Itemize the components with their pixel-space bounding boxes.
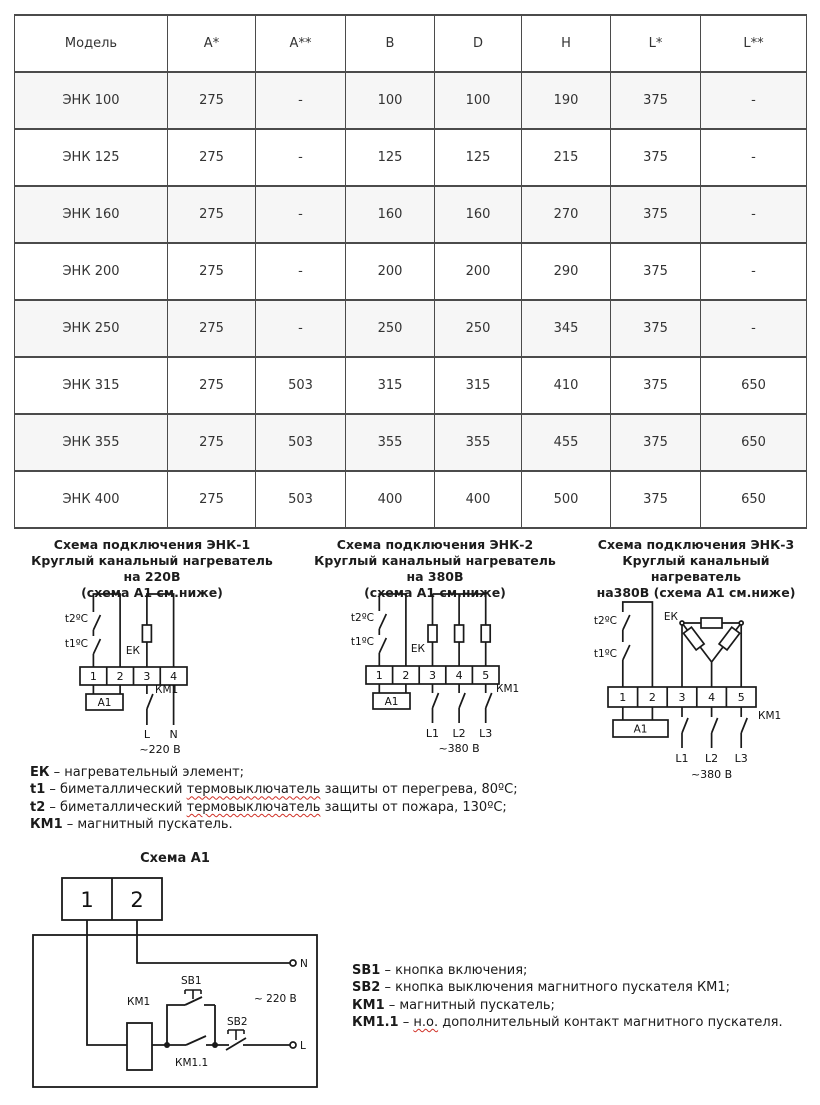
- table-cell: 125: [435, 129, 522, 186]
- coil-circuit: [87, 920, 167, 1070]
- table-cell: 190: [522, 72, 611, 129]
- table-cell: -: [701, 186, 807, 243]
- components-legend: [30, 764, 530, 834]
- line-n-label: N: [169, 728, 178, 741]
- legend-item: [30, 764, 530, 781]
- legend-text-misspelled: термовыключатель: [186, 782, 321, 798]
- terminal-block: [80, 667, 187, 685]
- table-cell: 455: [522, 414, 611, 471]
- terminal-number: 4: [455, 669, 463, 682]
- voltage-label: ~220 В: [139, 743, 181, 756]
- line-l1-label: L1: [425, 727, 440, 740]
- table-cell: 100: [346, 72, 435, 129]
- terminal-number: 2: [116, 670, 124, 683]
- table-cell: ЭНК 125: [15, 129, 168, 186]
- heater-element-symbol: [455, 625, 464, 642]
- terminal-block: [608, 687, 756, 707]
- ek-label: ЕК: [410, 643, 425, 655]
- wiring-diagram-enk1: [42, 590, 277, 760]
- legend-item: [352, 997, 812, 1014]
- table-cell: ЭНК 250: [15, 300, 168, 357]
- a1-label: А1: [633, 723, 648, 736]
- legend-term: КМ1: [352, 997, 385, 1013]
- line-l2-label: L2: [452, 727, 466, 740]
- voltage-label: ~380 В: [438, 742, 480, 755]
- legend-term: t1: [30, 782, 46, 798]
- sb2-button-and-line: [215, 1016, 306, 1052]
- legend-text: – биметаллический: [45, 799, 187, 815]
- t1-label: t1ºC: [593, 648, 617, 660]
- table-cell: 375: [611, 414, 701, 471]
- legend-term: КМ1.1: [352, 1015, 399, 1031]
- a1-control-circuit: [30, 872, 350, 1097]
- table-cell: 375: [611, 186, 701, 243]
- contactor-and-supply: [139, 684, 180, 756]
- terminal-number: 3: [143, 670, 151, 683]
- heater-delta-branch: [664, 611, 743, 687]
- title-line: Круглый канальный нагреватель на 380В: [314, 553, 556, 584]
- table-cell: 503: [256, 414, 346, 471]
- table-cell: ЭНК 200: [15, 243, 168, 300]
- table-cell: -: [256, 243, 346, 300]
- title-line: Круглый канальный нагреватель: [622, 553, 770, 584]
- table-cell: ЭНК 355: [15, 414, 168, 471]
- terminal-number: 3: [678, 691, 686, 704]
- terminal-number: 1: [619, 691, 627, 704]
- terminal-number: 1: [80, 888, 94, 912]
- table-row: [15, 72, 807, 129]
- header-cell: L*: [611, 15, 701, 72]
- table-cell: 400: [346, 471, 435, 528]
- terminal-number: 1: [89, 670, 97, 683]
- legend-term: SB2: [352, 980, 381, 996]
- table-cell: 290: [522, 243, 611, 300]
- legend-item: [352, 962, 812, 979]
- table-cell: 160: [346, 186, 435, 243]
- table-cell: 355: [435, 414, 522, 471]
- legend-text-misspelled: н.о.: [413, 1015, 439, 1031]
- heater-element-branches: [411, 594, 490, 666]
- table-cell: -: [256, 72, 346, 129]
- table-cell: 275: [168, 186, 256, 243]
- a1-label: А1: [97, 697, 112, 709]
- neutral-wire: [137, 920, 308, 970]
- legend-term: t2: [30, 799, 46, 815]
- table-cell: -: [256, 300, 346, 357]
- table-row: [15, 471, 807, 528]
- dimensions-table: [14, 14, 807, 529]
- n-terminal: [290, 960, 296, 966]
- legend-text-misspelled: термовыключатель: [186, 799, 321, 815]
- line-l3-label: L3: [479, 727, 493, 740]
- sb1-label: SB1: [181, 975, 202, 987]
- legend-text: дополнительный контакт магнитного пускателя.: [438, 1015, 783, 1031]
- header-cell: A*: [168, 15, 256, 72]
- table-row: [15, 414, 807, 471]
- contactor-and-supply: [675, 707, 781, 781]
- t1-label: t1ºC: [350, 636, 374, 648]
- km11-label: КМ1.1: [175, 1057, 209, 1069]
- table-cell: 200: [435, 243, 522, 300]
- table-cell: -: [701, 300, 807, 357]
- legend-text: – кнопка выключения магнитного пускателя КМ1;: [380, 980, 731, 996]
- table-cell: 503: [256, 357, 346, 414]
- terminal-block: [62, 878, 162, 920]
- table-cell: ЭНК 400: [15, 471, 168, 528]
- table-cell: 503: [256, 471, 346, 528]
- legend-term: КМ1: [30, 817, 63, 833]
- table-cell: 275: [168, 129, 256, 186]
- l-terminal: [290, 1042, 296, 1048]
- table-cell: 125: [346, 129, 435, 186]
- legend-text: – биметаллический: [45, 782, 187, 798]
- km1-label: КМ1: [758, 710, 782, 722]
- table-cell: -: [256, 129, 346, 186]
- legend-text: – кнопка включения;: [380, 963, 528, 978]
- voltage-label: ~380 В: [690, 768, 733, 781]
- header-cell: L**: [701, 15, 807, 72]
- terminal-number: 5: [737, 691, 745, 704]
- table-cell: -: [701, 129, 807, 186]
- terminal-number: 2: [648, 691, 656, 704]
- table-cell: -: [701, 243, 807, 300]
- table-cell: 355: [346, 414, 435, 471]
- km1-label: КМ1: [496, 683, 520, 695]
- terminal-number: 5: [482, 669, 490, 682]
- ek-label: ЕК: [125, 645, 140, 657]
- header-cell: H: [522, 15, 611, 72]
- voltage-label: ~ 220 В: [254, 993, 297, 1005]
- legend-item: [352, 979, 812, 996]
- line-l-label: L: [143, 728, 150, 741]
- terminal-number: 4: [170, 670, 178, 683]
- table-cell: 375: [611, 129, 701, 186]
- heater-element-symbol: [719, 627, 740, 650]
- a1-components-legend: [352, 962, 812, 1032]
- t1-label: t1ºC: [64, 638, 88, 650]
- header-cell: B: [346, 15, 435, 72]
- table-cell: 375: [611, 72, 701, 129]
- table-cell: -: [701, 72, 807, 129]
- t2-label: t2ºC: [350, 612, 374, 624]
- table-cell: 200: [346, 243, 435, 300]
- thermal-switch-loop: [65, 594, 120, 667]
- legend-text: – нагревательный элемент;: [49, 765, 245, 780]
- heater-element-symbol: [428, 625, 437, 642]
- table-cell: 410: [522, 357, 611, 414]
- title-line: (схема А1 см.ниже): [364, 585, 506, 600]
- table-cell: 315: [435, 357, 522, 414]
- table-cell: 650: [701, 357, 807, 414]
- legend-item: [30, 799, 530, 816]
- l-label: L: [300, 1040, 306, 1052]
- title-line: (схема А1 см.ниже): [81, 585, 223, 600]
- table-cell: 215: [522, 129, 611, 186]
- sb2-label: SB2: [227, 1016, 248, 1028]
- table-cell: 650: [701, 414, 807, 471]
- table-row: [15, 357, 807, 414]
- a1-module: [613, 707, 668, 737]
- legend-item: [352, 1014, 812, 1031]
- legend-text: – магнитный пускатель;: [384, 997, 555, 1013]
- legend-item: [30, 781, 530, 798]
- table-row: [15, 300, 807, 357]
- table-cell: 250: [435, 300, 522, 357]
- legend-text: – магнитный пускатель.: [62, 817, 233, 833]
- table-row: [15, 186, 807, 243]
- thermal-switch-loop: [594, 602, 652, 687]
- sb1-button-branch: [167, 975, 215, 1045]
- header-cell: A**: [256, 15, 346, 72]
- title-line: на380В (схема А1 см.ниже): [596, 585, 796, 600]
- heater-element-symbol: [142, 625, 151, 642]
- heater-element-symbol: [701, 618, 722, 628]
- legend-text: защиты от перегрева, 80ºС;: [320, 782, 518, 798]
- title-line: Схема подключения ЭНК-1: [53, 537, 251, 552]
- node: [680, 621, 684, 625]
- km1-label: КМ1: [155, 684, 179, 696]
- legend-text: –: [398, 1015, 414, 1031]
- table-cell: 275: [168, 243, 256, 300]
- table-cell: 275: [168, 357, 256, 414]
- terminal-number: 2: [402, 669, 410, 682]
- km1-label: КМ1: [127, 996, 151, 1008]
- line-l1-label: L1: [675, 752, 689, 765]
- thermal-switch-loop: [351, 594, 406, 666]
- t2-label: t2ºC: [64, 613, 88, 625]
- title-line: Схема подключения ЭНК-3: [597, 537, 795, 552]
- km11-contact: [164, 1036, 218, 1069]
- a1-module: [373, 684, 410, 709]
- table-cell: 375: [611, 471, 701, 528]
- heater-element-symbol: [481, 625, 490, 642]
- table-cell: 375: [611, 300, 701, 357]
- a1-schema-title: Схема А1: [140, 851, 210, 866]
- table-cell: 375: [611, 243, 701, 300]
- table-cell: 100: [435, 72, 522, 129]
- wiring-diagram-enk2: [330, 590, 570, 765]
- table-cell: ЭНК 100: [15, 72, 168, 129]
- table-row: [15, 129, 807, 186]
- table-cell: -: [256, 186, 346, 243]
- terminal-number: 1: [375, 669, 383, 682]
- line-l2-label: L2: [705, 752, 719, 765]
- heater-element-branch: [126, 594, 174, 667]
- t2-label: t2ºC: [593, 615, 617, 627]
- table-cell: 400: [435, 471, 522, 528]
- terminal-number: 2: [130, 888, 144, 912]
- legend-item: [30, 816, 530, 833]
- table-cell: 345: [522, 300, 611, 357]
- table-cell: 275: [168, 471, 256, 528]
- terminal-block: [366, 666, 499, 684]
- title-line: Круглый канальный нагреватель на 220В: [31, 553, 273, 584]
- table-cell: ЭНК 315: [15, 357, 168, 414]
- line-l3-label: L3: [734, 752, 748, 765]
- table-cell: 500: [522, 471, 611, 528]
- table-cell: ЭНК 160: [15, 186, 168, 243]
- wiring-diagram-enk3: [590, 590, 820, 805]
- legend-text: защиты от пожара, 130ºС;: [320, 799, 507, 815]
- table-row: [15, 243, 807, 300]
- terminal-number: 3: [429, 669, 436, 682]
- table-cell: 275: [168, 72, 256, 129]
- table-cell: 275: [168, 414, 256, 471]
- node: [739, 621, 743, 625]
- table-cell: 160: [435, 186, 522, 243]
- terminal-number: 4: [708, 691, 716, 704]
- km1-coil-symbol: [127, 1023, 152, 1070]
- table-cell: 275: [168, 300, 256, 357]
- header-cell: D: [435, 15, 522, 72]
- contactor-and-supply: [426, 683, 519, 755]
- header-cell: Модель: [15, 15, 168, 72]
- legend-term: ЕК: [30, 765, 50, 780]
- a1-label: А1: [384, 696, 399, 708]
- table-cell: 650: [701, 471, 807, 528]
- ek-label: ЕК: [663, 611, 678, 623]
- table-cell: 270: [522, 186, 611, 243]
- table-cell: 250: [346, 300, 435, 357]
- heater-element-symbol: [683, 627, 704, 650]
- title-line: Схема подключения ЭНК-2: [336, 537, 534, 552]
- legend-term: SB1: [352, 963, 381, 978]
- table-header-row: [15, 15, 807, 72]
- a1-module: [86, 685, 123, 710]
- table-cell: 375: [611, 357, 701, 414]
- table-cell: 315: [346, 357, 435, 414]
- n-label: N: [300, 958, 308, 970]
